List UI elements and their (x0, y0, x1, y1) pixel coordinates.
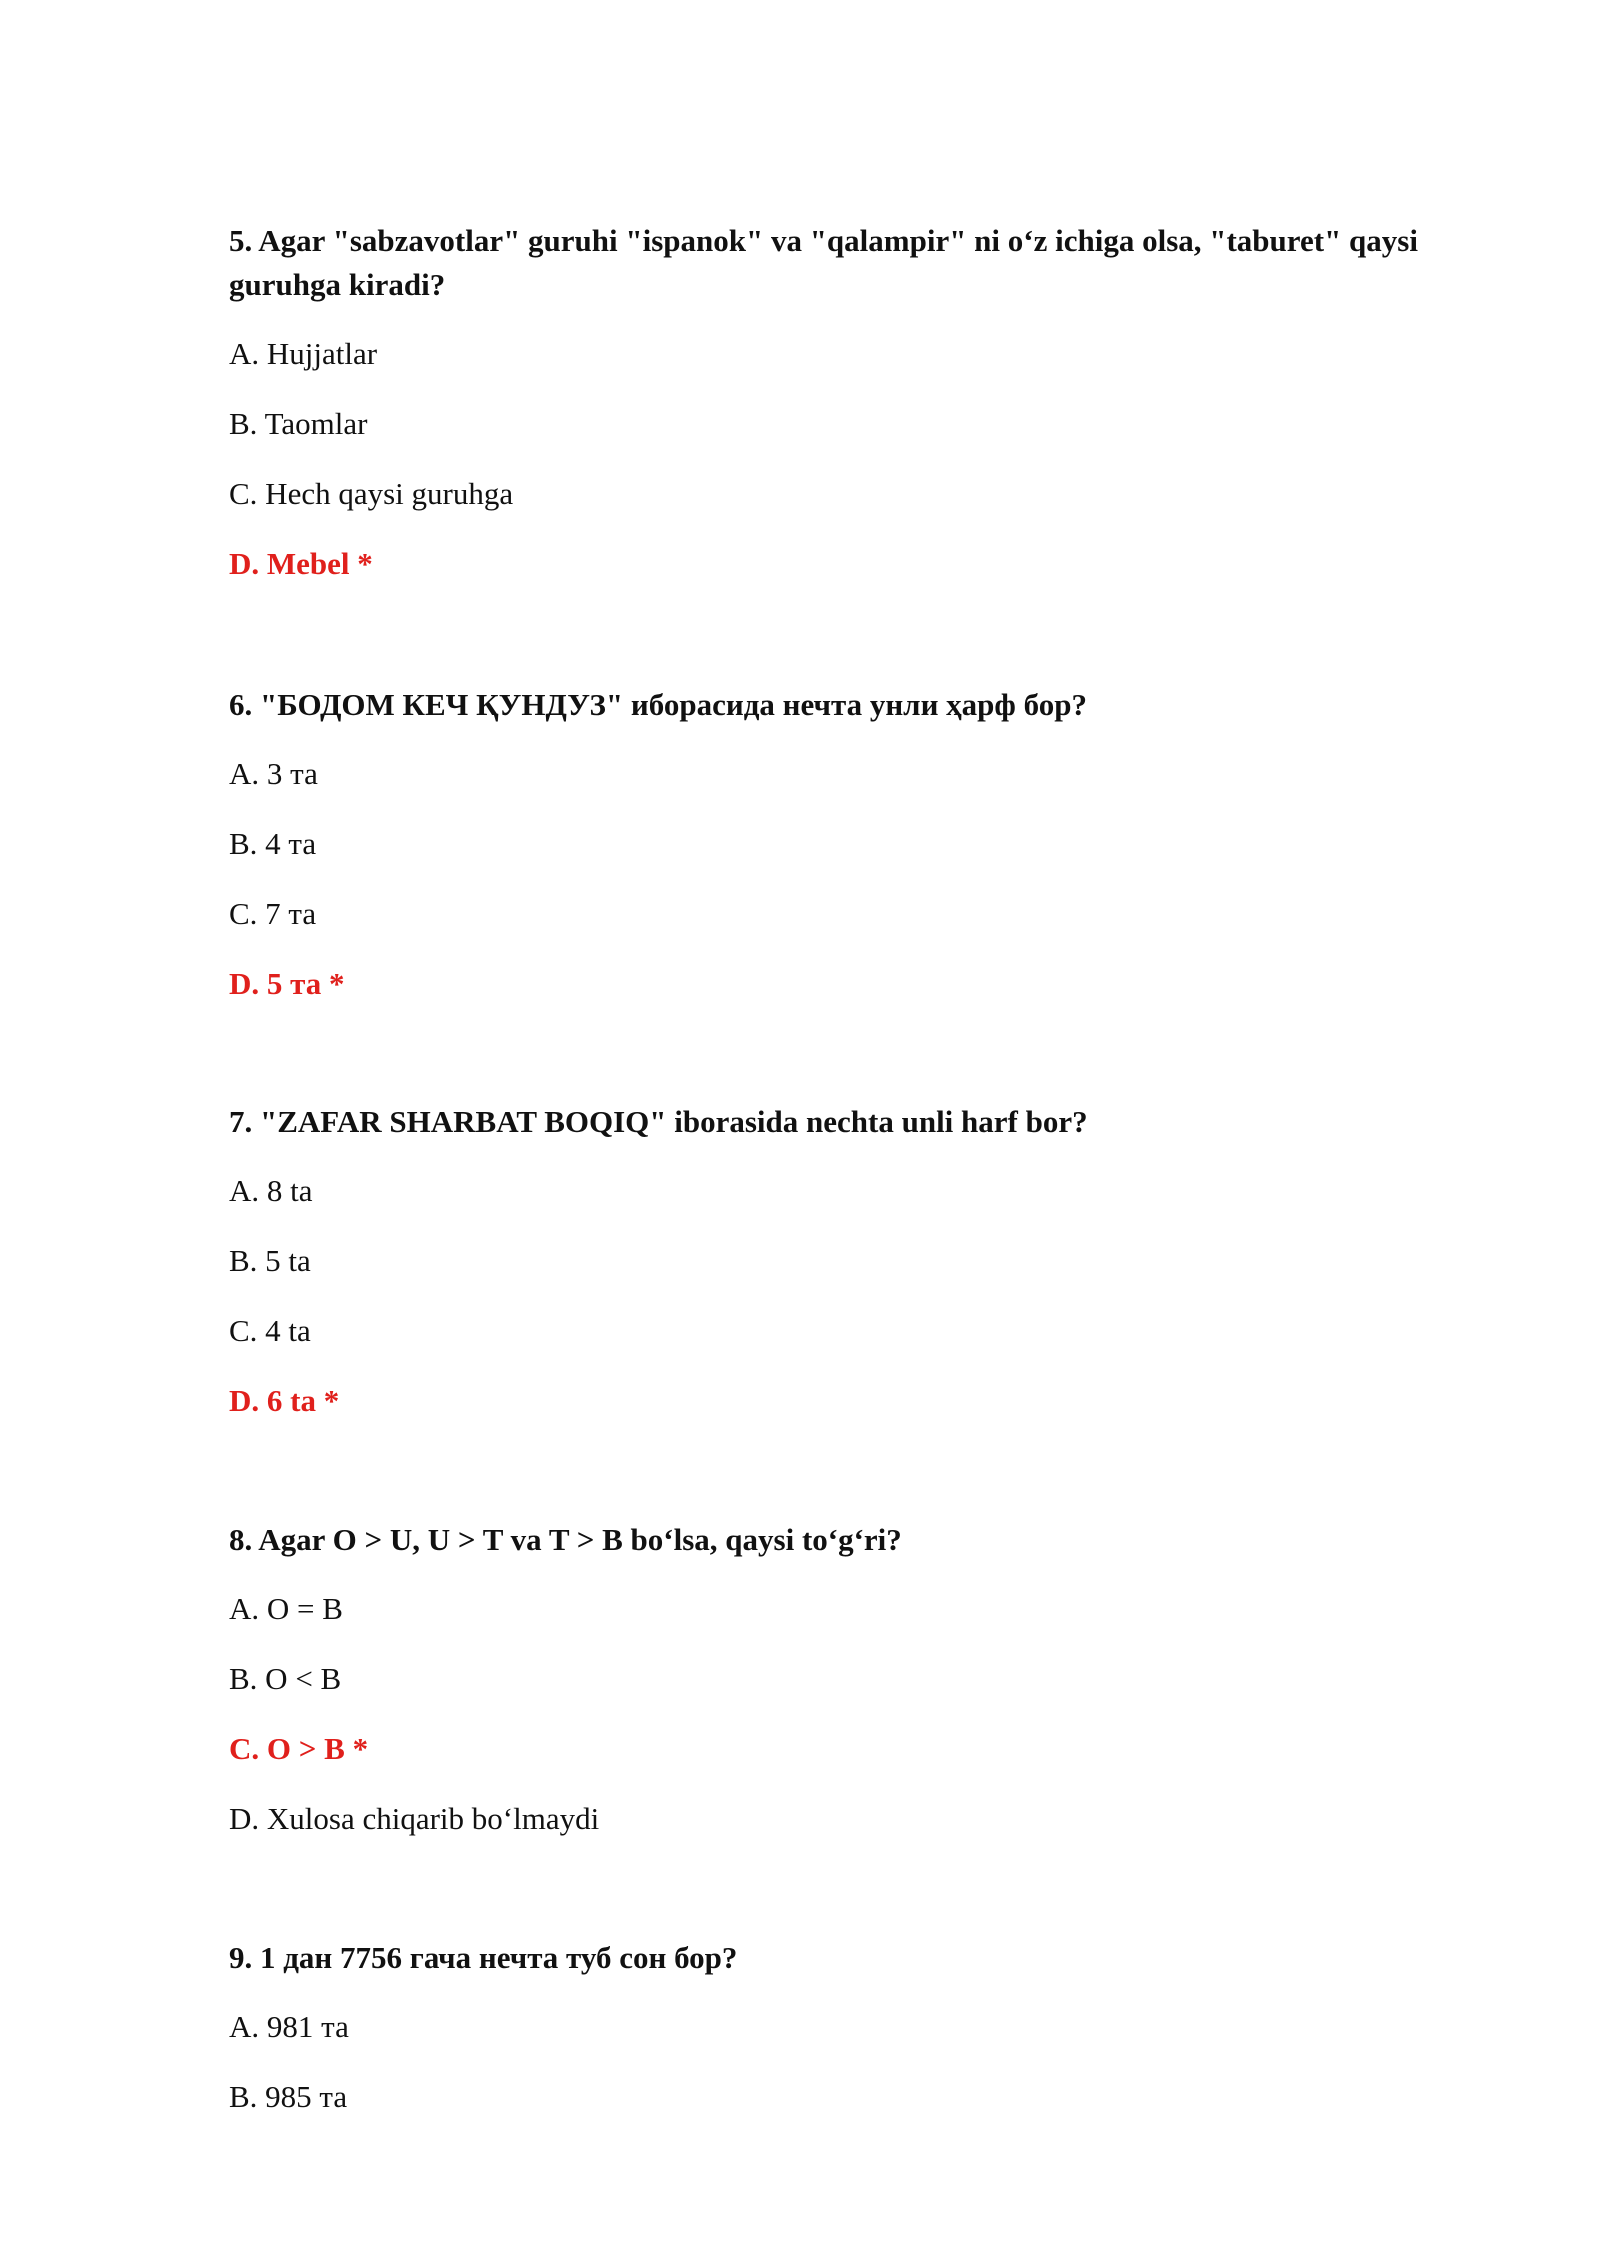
option-a: A. 981 та (229, 2009, 349, 2044)
option-b: B. Taomlar (229, 406, 368, 441)
question-8 (229, 1518, 1489, 1867)
options-list (229, 1169, 1489, 1423)
option-a: A. Hujjatlar (229, 336, 378, 371)
option-d-correct: D. 5 та * (229, 966, 345, 1001)
question-text: 9. 1 дан 7756 гача нечта туб сон бор? (229, 1940, 738, 1975)
option-b: B. O < B (229, 1661, 342, 1696)
option-a: A. 8 ta (229, 1173, 313, 1208)
option-a: A. 3 та (229, 756, 318, 791)
option-a: A. O = B (229, 1591, 343, 1626)
question-9 (229, 1936, 1489, 2145)
option-d-correct: D. Mebel * (229, 546, 373, 581)
option-d-correct: D. 6 ta * (229, 1383, 340, 1418)
options-list (229, 1587, 1489, 1841)
question-text: 5. Agar "sabzavotlar" guruhi "ispanok" va "qalampir" ni o‘z ichiga olsa, "taburet" qaysi guruhga kiradi? (229, 223, 1418, 302)
option-b: B. 4 та (229, 826, 317, 861)
option-b: B. 985 та (229, 2079, 348, 2114)
question-6 (229, 683, 1489, 1032)
option-c: C. 4 ta (229, 1313, 311, 1348)
option-c: C. Hech qaysi guruhga (229, 476, 514, 511)
question-5 (229, 219, 1489, 612)
question-7 (229, 1100, 1489, 1449)
question-text: 8. Agar O > U, U > T va T > B bo‘lsa, qaysi to‘g‘ri? (229, 1522, 902, 1557)
option-b: B. 5 ta (229, 1243, 311, 1278)
option-d: D. Xulosa chiqarib bo‘lmaydi (229, 1801, 600, 1836)
question-text: 7. "ZAFAR SHARBAT BOQIQ" iborasida nechta unli harf bor? (229, 1104, 1088, 1139)
option-c: C. 7 та (229, 896, 317, 931)
options-list (229, 752, 1489, 1006)
options-list (229, 2005, 1489, 2119)
options-list (229, 332, 1489, 586)
question-text: 6. "БОДОМ КЕЧ ҚУНДУЗ" иборасида нечта унли ҳарф бор? (229, 687, 1087, 722)
option-c-correct: C. O > B * (229, 1731, 369, 1766)
